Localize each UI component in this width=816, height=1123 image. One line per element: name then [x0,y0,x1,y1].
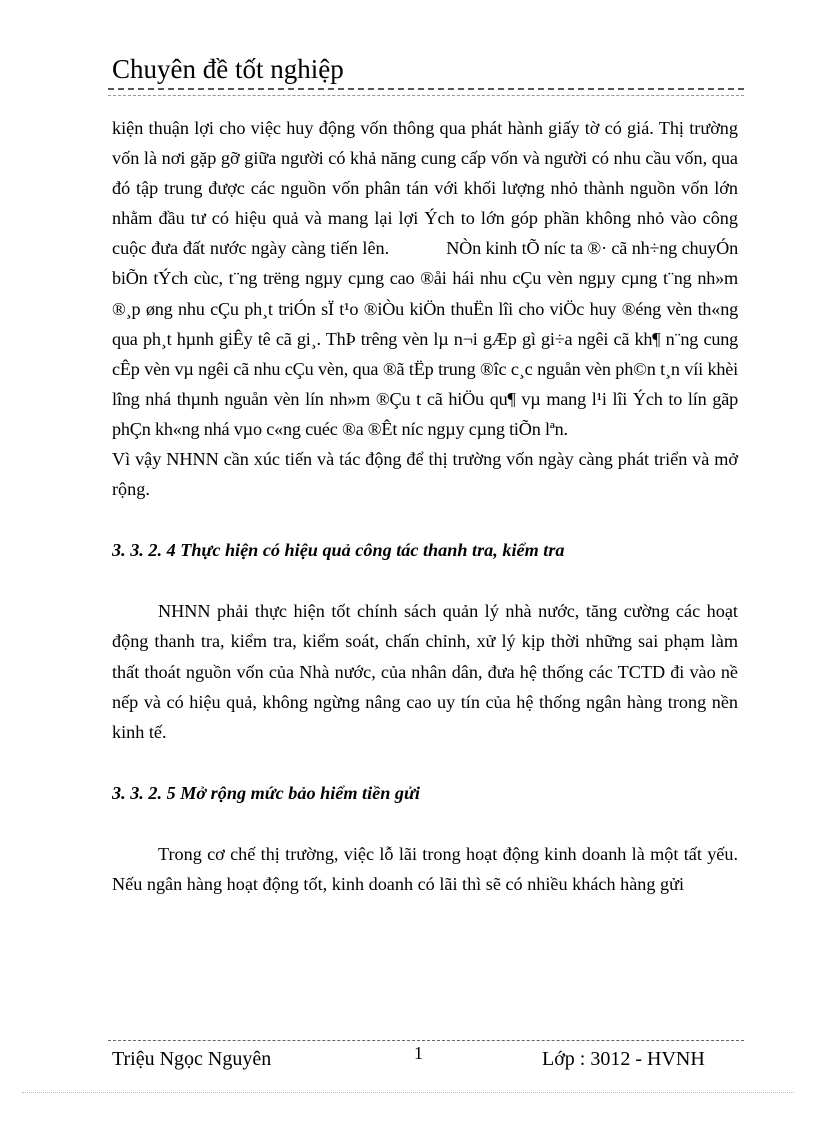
section-heading-3-3-2-5: 3. 3. 2. 5 Mở rộng mức bảo hiểm tiền gửi [112,782,420,803]
footer-divider [108,1040,744,1041]
paragraph-text: kiện thuận lợi cho việc huy động vốn thông qua phát hành giấy tờ có giá. Thị trường vốn là nơi gặp gỡ giữa người có khả năng cung cấp vốn và người có nhu cầu vốn, qua đó tập trung được các nguồn vốn phân tán với khối lượng nhỏ thành nguồn vốn lớn nhằm đầu tư có hiệu quả và mang lại lợi Ých to lớn góp phần không nhỏ vào công cuộc đưa đất nước ngày càng tiến lên. [112,118,738,259]
section-heading-3-3-2-4: 3. 3. 2. 4 Thực hiện có hiệu quả công tác thanh tra, kiểm tra [112,540,565,561]
page-bottom-edge [22,1092,794,1093]
header-divider [108,88,744,90]
header-divider-secondary [108,95,744,96]
document-body [112,113,738,899]
legacy-encoded-text: NÒn kinh tÕ níc ta ®· cã nh÷ng chuyÓn biÕn tÝch cùc, t¨ng trëng ngµy cµng cao ®åi hái nhu cÇu vèn ngµy cµng t¨ng nh»m ®¸p øng nhu cÇu ph¸t triÓn sÏ t¹o ®iÒu kiÖn thuËn lîi cho viÖc huy ®éng vèn th«ng qua ph¸t hµnh giÊy tê cã gi¸. ThÞ trêng vèn lµ n¬i gÆp gì gi÷a ngêi cã kh¶ n¨ng cung cÊp vèn vµ ngêi cã nhu cÇu vèn, qua ®ã tËp trung ®îc c¸c nguån vèn ph©n t¸n víi khèi lîng nhá thµnh nguån vèn lín nh»m ®Çu t cã hiÖu qu¶ vµ mang l¹i lîi Ých to lín gãp phÇn kh«ng nhá vµo c«ng cuéc ®a ®Êt níc ngµy cµng tiÕn lªn. [112,238,738,439]
paragraph-inspection: NHNN phải thực hiện tốt chính sách quản lý nhà nước, tăng cường các hoạt động thanh tra, kiểm tra, kiểm soát, chấn chỉnh, xử lý kịp thời những sai phạm làm thất thoát nguồn vốn của Nhà nước, của nhân dân, đưa hệ thống các TCTD đi vào nề nếp và có hiệu quả, không ngừng nâng cao uy tín của hệ thống ngân hàng trong nền kinh tế. [112,601,738,742]
footer-author: Triệu Ngọc Nguyên [112,1048,272,1070]
page-header-title: Chuyên đề tốt nghiệp [112,54,344,84]
page-number: 1 [414,1043,423,1063]
paragraph-conclusion: Vì vậy NHNN cần xúc tiến và tác động để thị trường vốn ngày càng phát triển và mở rộng. [112,449,738,500]
paragraph-continued [112,113,738,444]
footer-class: Lớp : 3012 - HVNH [542,1048,705,1070]
paragraph-deposit-insurance: Trong cơ chế thị trường, việc lỗ lãi trong hoạt động kinh doanh là một tất yếu. Nếu ngân hàng hoạt động tốt, kinh doanh có lãi thì sẽ có nhiều khách hàng gửi [112,843,738,894]
